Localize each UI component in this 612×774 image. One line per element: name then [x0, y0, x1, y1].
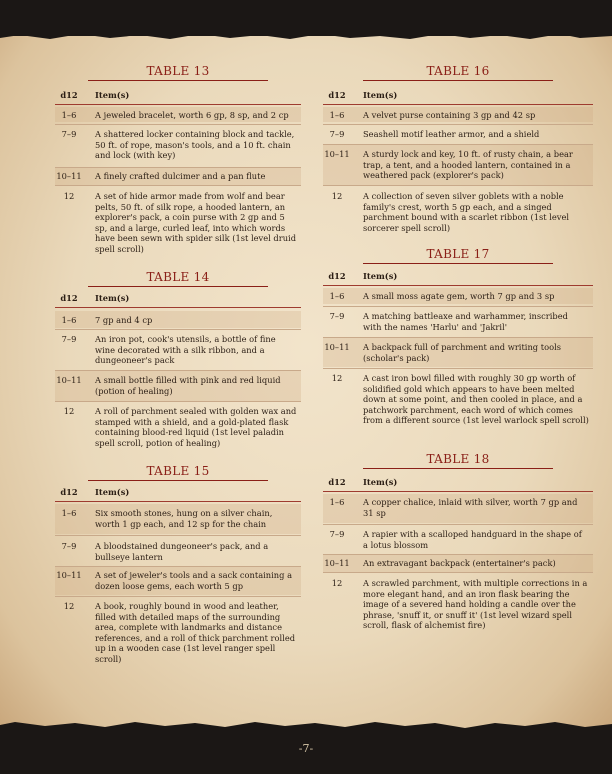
item-cell: A set of hide armor made from wolf and bear pelts, 50 ft. of silk rope, a hooded lantern, an explorer's pack, a coin purse with 2 gp and 5 sp, and a large, curled leaf, into which words have been sewn with spider silk (1st level druid spell scroll) — [95, 191, 297, 254]
die-cell: 10–11 — [56, 570, 82, 580]
table-header-row — [55, 293, 301, 308]
die-cell: 1–6 — [61, 315, 77, 325]
item-cell: A rapier with a scalloped handguard in the shape of a lotus blossom — [363, 529, 582, 550]
item-header: Item(s) — [363, 90, 398, 100]
table-header-row — [55, 487, 301, 502]
page-number: -7- — [298, 742, 314, 755]
table-row — [55, 401, 301, 458]
title-rule — [363, 80, 553, 81]
die-cell: 1–6 — [329, 110, 345, 120]
item-cell: A book, roughly bound in wood and leather, filled with detailed maps of the surrounding area, complete with landmarks and distance references, and a roll of thick parchment rolled up in a wooden case (1st level ranger spell scroll) — [95, 601, 296, 664]
item-cell: An extravagant backpack (entertainer's pack) — [363, 558, 556, 568]
title-rule — [88, 80, 268, 81]
table-title: TABLE 13 — [146, 64, 210, 78]
title-rule — [88, 480, 268, 481]
die-cell: 12 — [331, 373, 343, 383]
table-row — [323, 572, 593, 651]
die-cell: 12 — [63, 191, 75, 201]
right-column — [323, 0, 593, 774]
table-header-row — [55, 90, 301, 105]
table-title: TABLE 14 — [146, 270, 210, 284]
die-cell: 10–11 — [324, 342, 350, 352]
die-cell: 12 — [63, 601, 75, 611]
table-row — [55, 596, 301, 664]
table-row — [55, 370, 301, 401]
die-header: d12 — [328, 271, 346, 281]
die-cell: 10–11 — [56, 375, 82, 385]
table-row — [323, 306, 593, 336]
die-cell: 12 — [331, 191, 343, 201]
die-header: d12 — [60, 487, 78, 497]
die-cell: 7–9 — [61, 541, 77, 551]
item-cell: A small moss agate gem, worth 7 gp and 3 sp — [363, 291, 555, 301]
table-row — [55, 124, 301, 168]
die-header: d12 — [60, 90, 78, 100]
item-cell: A collection of seven silver goblets with a noble family's crest, worth 5 gp each, and a singed parchment bound with a scarlet ribbon (1st level sorcerer spell scroll) — [363, 191, 570, 233]
table-row — [55, 504, 301, 534]
die-cell: 7–9 — [61, 129, 77, 139]
table-row — [323, 144, 593, 185]
die-header: d12 — [328, 90, 346, 100]
title-rule — [363, 263, 553, 264]
table-row — [323, 554, 593, 572]
table-header-row — [323, 90, 593, 105]
table-row — [323, 337, 593, 367]
item-header: Item(s) — [95, 90, 130, 100]
item-cell: A jeweled bracelet, worth 6 gp, 8 sp, and 2 cp — [95, 110, 289, 120]
item-cell: A matching battleaxe and warhammer, inscribed with the names 'Harlu' and 'Jakril' — [363, 311, 568, 332]
table-row — [55, 185, 301, 261]
table-title: TABLE 17 — [426, 247, 490, 261]
item-cell: A scrawled parchment, with multiple corrections in a more elegant hand, and an iron flask bearing the image of a severed hand holding a candle over the phrase, 'snuff it, or snuff it' (1st level wizard spell scroll, flask of alchemist fire) — [363, 578, 588, 631]
item-cell: A bloodstained dungeoneer's pack, and a bullseye lantern — [95, 541, 269, 562]
item-cell: A small bottle filled with pink and red liquid (potion of healing) — [95, 375, 281, 396]
item-header: Item(s) — [363, 477, 398, 487]
item-cell: A velvet purse containing 3 gp and 42 sp — [363, 110, 536, 120]
die-cell: 1–6 — [61, 508, 77, 518]
left-column — [55, 0, 301, 774]
die-cell: 1–6 — [329, 497, 345, 507]
table-row — [55, 535, 301, 566]
die-cell: 10–11 — [56, 171, 82, 181]
table-row — [323, 288, 593, 304]
table-title: TABLE 18 — [426, 452, 490, 466]
item-header: Item(s) — [363, 271, 398, 281]
table-row — [55, 311, 301, 328]
die-cell: 10–11 — [324, 558, 350, 568]
table-title: TABLE 15 — [146, 464, 210, 478]
table-header-row — [323, 271, 593, 286]
item-cell: A sturdy lock and key, 10 ft. of rusty chain, a bear trap, a tent, and a hooded lantern, contained in a weathered pack (explorer's pack) — [363, 149, 573, 181]
item-cell: A finely crafted dulcimer and a pan flute — [95, 171, 266, 181]
item-cell: Seashell motif leather armor, and a shield — [363, 129, 540, 139]
die-cell: 1–6 — [61, 110, 77, 120]
item-header: Item(s) — [95, 293, 130, 303]
item-cell: A copper chalice, inlaid with silver, worth 7 gp and 31 sp — [363, 497, 578, 518]
table-row — [323, 124, 593, 144]
table-row — [323, 107, 593, 122]
table-row — [323, 494, 593, 523]
item-cell: An iron pot, cook's utensils, a bottle of fine wine decorated with a silk ribbon, and a dungeoneer's pack — [95, 334, 276, 366]
item-cell: 7 gp and 4 cp — [95, 315, 153, 325]
die-cell: 1–6 — [329, 291, 345, 301]
die-cell: 7–9 — [61, 334, 77, 344]
table-row — [55, 107, 301, 122]
title-rule — [88, 286, 268, 287]
table-row — [323, 368, 593, 444]
die-cell: 12 — [331, 578, 343, 588]
table-header-row — [323, 477, 593, 492]
table-row — [323, 185, 593, 240]
item-cell: A backpack full of parchment and writing tools (scholar's pack) — [363, 342, 561, 363]
die-cell: 7–9 — [329, 311, 345, 321]
item-cell: A cast iron bowl filled with roughly 30 gp worth of solidified gold which appears to have been melted down at some point, and then cooled in place, and a patchwork parchment, each word of which comes from a different source (1st level warlock spell scroll) — [363, 373, 589, 426]
item-cell: A shattered locker containing block and tackle, 50 ft. of rope, mason's tools, and a 10 ft. chain and lock (with key) — [95, 129, 295, 161]
die-cell: 7–9 — [329, 529, 345, 539]
item-cell: A roll of parchment sealed with golden wax and stamped with a shield, and a gold-plated flask containing blood-red liquid (1st level paladin spell scroll, potion of healing) — [95, 406, 297, 448]
die-header: d12 — [328, 477, 346, 487]
die-cell: 10–11 — [324, 149, 350, 159]
title-rule — [363, 468, 553, 469]
item-cell: A set of jeweler's tools and a sack containing a dozen loose gems, each worth 5 gp — [95, 570, 293, 591]
die-header: d12 — [60, 293, 78, 303]
table-row — [55, 329, 301, 368]
table-row — [323, 524, 593, 553]
table-title: TABLE 16 — [426, 64, 490, 78]
die-cell: 12 — [63, 406, 75, 416]
item-cell: Six smooth stones, hung on a silver chain, worth 1 gp each, and 12 sp for the chain — [95, 508, 273, 529]
table-row — [55, 167, 301, 185]
table-row — [55, 566, 301, 595]
die-cell: 7–9 — [329, 129, 345, 139]
item-header: Item(s) — [95, 487, 130, 497]
